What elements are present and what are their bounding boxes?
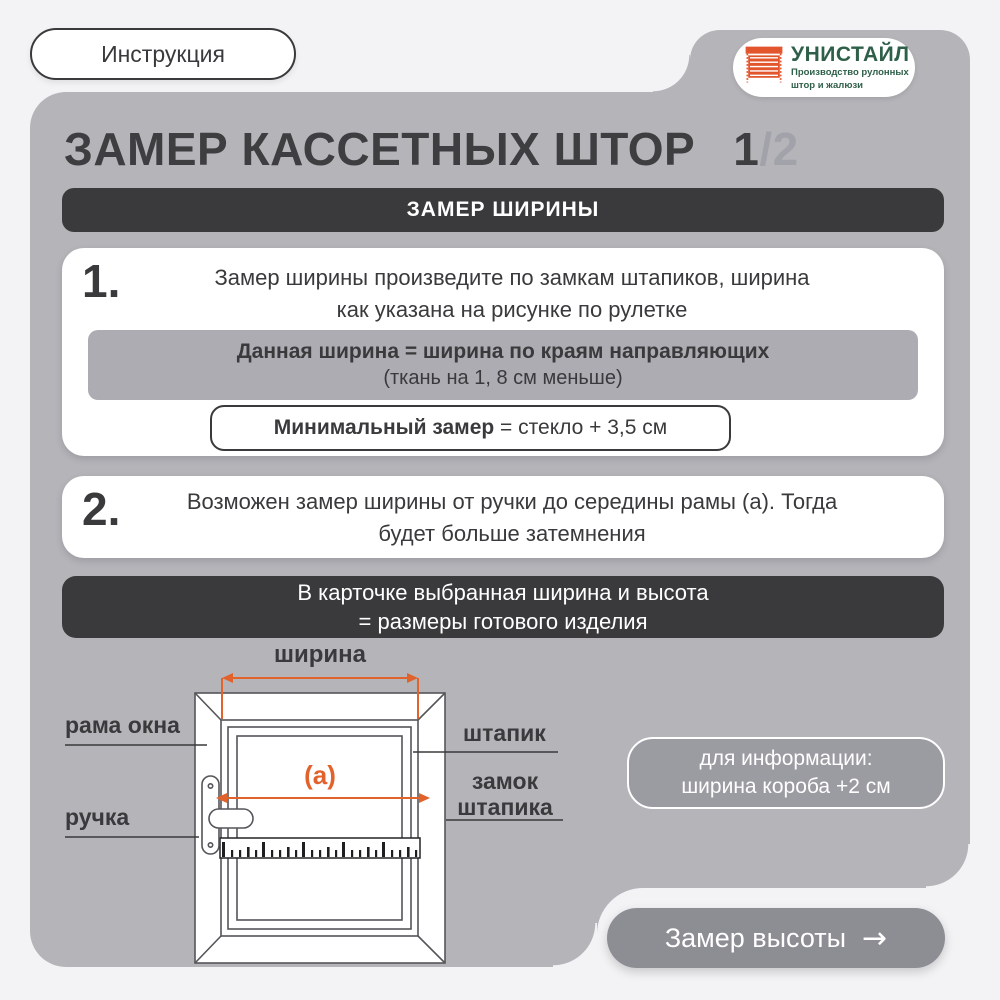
card-tab-fillet [653, 55, 690, 92]
brand-logo-text [791, 44, 909, 91]
minimum-measure-bold: Минимальный замер [273, 416, 495, 439]
height-measure-button-label: Замер высоты [664, 922, 847, 953]
brand-tagline-line1: Производство рулонных [791, 67, 909, 78]
step-1-highlight-box [88, 330, 918, 400]
step-1-text [140, 262, 884, 326]
height-measure-button[interactable] [607, 908, 945, 968]
minimum-measure-rest: = стекло + 3,5 см [494, 416, 668, 439]
step-1-panel [62, 248, 944, 456]
result-bar [62, 576, 944, 638]
bead-lock-callout-label-line2: штапика [457, 794, 553, 820]
step-2-panel [62, 476, 944, 558]
instruction-badge[interactable] [30, 28, 296, 80]
step-2-text-line2: будет больше затемнения [378, 521, 646, 546]
info-box-line2: ширина короба +2 см [681, 775, 891, 798]
highlight-line2: (ткань на 1, 8 см меньше) [383, 367, 623, 389]
info-box [627, 737, 945, 809]
width-section-bar-label: ЗАМЕР ШИРИНЫ [406, 198, 600, 221]
bead-callout-label: штапик [463, 720, 546, 746]
highlight-line1: Данная ширина = ширина по краям направляющих [236, 340, 770, 363]
page-title-text: ЗАМЕР КАССЕТНЫХ ШТОР [64, 123, 696, 175]
step-1-text-line1: Замер ширины произведите по замкам штапиков, ширина [214, 265, 810, 290]
result-bar-line1: В карточке выбранная ширина и высота [297, 580, 709, 605]
page-number-total: /2 [759, 123, 799, 175]
step-1-text-line2: как указана на рисунке по рулетке [336, 297, 688, 322]
a-dimension-label: (а) [304, 760, 336, 790]
minimum-measure-box [210, 405, 731, 451]
width-section-bar [62, 188, 944, 232]
step-2-text-line1: Возможен замер ширины от ручки до середины рамы (а). Тогда [186, 489, 838, 514]
instruction-badge-label: Инструкция [101, 40, 225, 67]
frame-callout-label: рама окна [65, 712, 180, 738]
brand-logo [733, 38, 915, 97]
handle-callout-label: ручка [65, 804, 130, 830]
width-dimension-label: ширина [273, 641, 367, 668]
ruler-icon [220, 838, 420, 858]
arrow-right-icon: → [862, 920, 888, 956]
step-2-number: 2. [82, 483, 121, 535]
info-box-line1: для информации: [699, 747, 873, 770]
result-bar-line2: = размеры готового изделия [358, 609, 648, 634]
step-1-number: 1. [82, 255, 121, 307]
page-title [64, 122, 799, 176]
bead-lock-callout-label-line1: замок [471, 768, 539, 794]
brand-name: УНИСТАЙЛ [791, 43, 910, 66]
step-2-text [140, 486, 884, 550]
brand-tagline-line2: штор и жалюзи [791, 80, 864, 91]
blinds-logo-icon [743, 43, 785, 92]
window-measurement-diagram [30, 636, 610, 968]
page-number-current: 1 [733, 123, 760, 175]
card-notch-fillet-top [926, 844, 970, 888]
